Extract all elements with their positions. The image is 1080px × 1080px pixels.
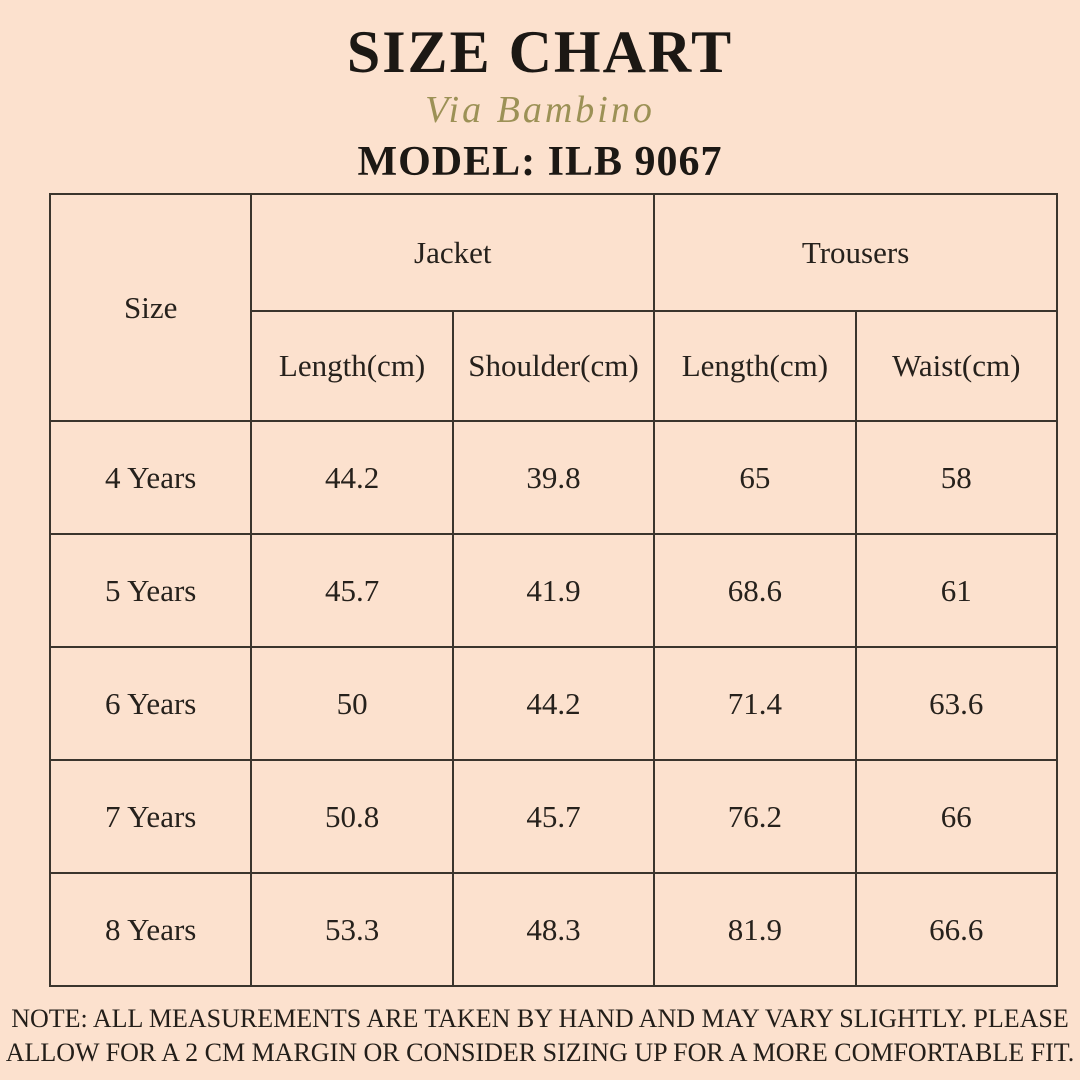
size-cell: 6 Years: [50, 647, 251, 760]
trousers-waist-cell: 61: [856, 534, 1057, 647]
trousers-waist-cell: 63.6: [856, 647, 1057, 760]
jacket-shoulder-header: Shoulder(cm): [453, 311, 654, 421]
size-column-header: Size: [50, 194, 251, 421]
trousers-waist-cell: 66: [856, 760, 1057, 873]
jacket-length-cell: 44.2: [251, 421, 452, 534]
table-row: [50, 760, 1057, 873]
trousers-length-cell: 71.4: [654, 647, 855, 760]
brand-logo-text: Via Bambino: [425, 89, 655, 131]
size-cell: 8 Years: [50, 873, 251, 986]
size-cell: 7 Years: [50, 760, 251, 873]
trousers-length-cell: 68.6: [654, 534, 855, 647]
table-row: [50, 534, 1057, 647]
note-line-2: ALLOW FOR A 2 CM MARGIN OR CONSIDER SIZING UP FOR A MORE COMFORTABLE FIT.: [5, 1038, 1075, 1067]
table-group-header-row: [50, 194, 1057, 311]
note-line-1: NOTE: ALL MEASUREMENTS ARE TAKEN BY HAND AND MAY VARY SLIGHTLY. PLEASE: [11, 1004, 1069, 1033]
jacket-length-header: Length(cm): [251, 311, 452, 421]
trousers-waist-cell: 58: [856, 421, 1057, 534]
jacket-shoulder-cell: 45.7: [453, 760, 654, 873]
jacket-length-cell: 50.8: [251, 760, 452, 873]
jacket-length-cell: 53.3: [251, 873, 452, 986]
page-title: SIZE CHART: [346, 19, 734, 85]
table-row: [50, 647, 1057, 760]
jacket-length-cell: 45.7: [251, 534, 452, 647]
trousers-waist-header: Waist(cm): [856, 311, 1057, 421]
size-cell: 5 Years: [50, 534, 251, 647]
table-row: [50, 421, 1057, 534]
trousers-length-cell: 81.9: [654, 873, 855, 986]
trousers-group-header: Trousers: [654, 194, 1057, 311]
trousers-length-header: Length(cm): [654, 311, 855, 421]
jacket-shoulder-cell: 41.9: [453, 534, 654, 647]
jacket-shoulder-cell: 39.8: [453, 421, 654, 534]
trousers-length-cell: 76.2: [654, 760, 855, 873]
size-table: [49, 193, 1058, 987]
table-row: [50, 873, 1057, 986]
jacket-group-header: Jacket: [251, 194, 654, 311]
jacket-shoulder-cell: 48.3: [453, 873, 654, 986]
trousers-waist-cell: 66.6: [856, 873, 1057, 986]
jacket-shoulder-cell: 44.2: [453, 647, 654, 760]
measurement-note: [0, 1002, 1080, 1070]
jacket-length-cell: 50: [251, 647, 452, 760]
model-label: MODEL: ILB 9067: [357, 139, 723, 185]
trousers-length-cell: 65: [654, 421, 855, 534]
size-cell: 4 Years: [50, 421, 251, 534]
